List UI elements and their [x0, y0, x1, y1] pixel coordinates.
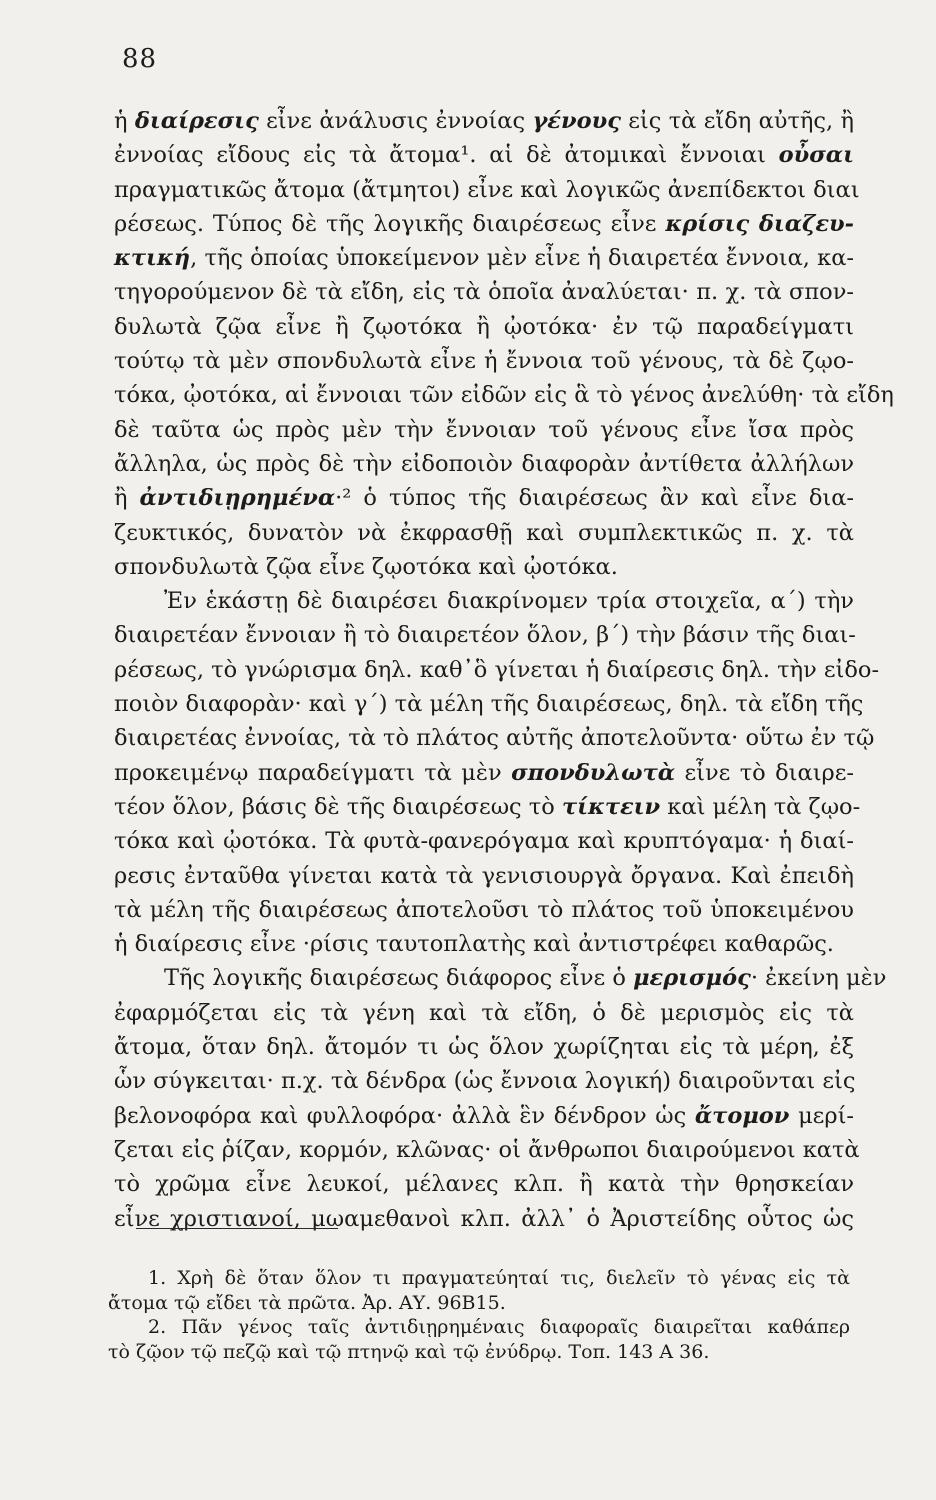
text-run: τὸ ζῷον τῷ πεζῷ καὶ τῷ πτηνῷ καὶ τῷ ἐνύδρῳ. Τοπ. 143 Α 36.: [108, 1340, 710, 1363]
text-run: ἄτομα, ὅταν δηλ. ἄτομόν τι ὡς ὅλον χωρίζηται εἰς τὰ μέρη, ἐξ: [114, 1034, 854, 1061]
text-line: [114, 1202, 854, 1236]
footnotes: [108, 1266, 850, 1364]
text-run: δὲ ταῦτα ὡς πρὸς μὲν τὴν ἔννοιαν τοῦ γένους εἶνε ἴσα πρὸς: [114, 416, 854, 443]
emphasized-term: διαίρεσις: [134, 108, 259, 134]
text-run: τὸ χρῶμα εἶνε λευκοί, μέλανες κλπ. ἢ κατὰ τὴν θρησκείαν: [114, 1171, 854, 1198]
text-run: τὰ μέλη τῆς διαιρέσεως ἀποτελοῦσι τὸ πλάτος τοῦ ὑποκειμένου: [114, 896, 854, 923]
text-line: [114, 481, 854, 515]
text-run: ἡ: [114, 108, 135, 134]
text-run: τούτῳ τὰ μὲν σπονδυλωτὰ εἶνε ἡ ἔννοια τοῦ γένους, τὰ δὲ ζῳο-: [114, 348, 854, 375]
emphasized-term: τίκτειν: [561, 793, 661, 820]
text-line: [114, 275, 854, 309]
text-line: [114, 961, 887, 995]
body-text: [114, 104, 894, 1236]
text-line: [114, 138, 854, 172]
text-line: [114, 756, 854, 790]
text-line: [114, 413, 854, 447]
text-run: ·² ὁ τύπος τῆς διαιρέσεως ἂν καὶ εἶνε δια-: [335, 485, 854, 512]
text-line: [114, 1167, 854, 1201]
text-run: εἶνε χριστιανοί, μωαμεθανοὶ κλπ. ἀλλ᾽ ὁ Ἀριστείδης οὗτος ὡς: [114, 1205, 854, 1232]
text-line: [114, 721, 875, 755]
text-line: [114, 173, 860, 207]
text-line: [114, 1099, 854, 1133]
text-run: 1. Χρὴ δὲ ὅταν ὅλον τι πραγματεύηταί τις, διελεῖν τὸ γένας εἰς τὰ: [148, 1267, 850, 1289]
text-run: ρεσις ἐνταῦθα γίνεται κατὰ τὰ γενισιουργὰ ὄργανα. Καὶ ἐπειδὴ: [114, 862, 854, 889]
footnote-divider: [136, 1228, 338, 1229]
emphasized-term: κτική: [114, 245, 191, 272]
emphasized-term: σπονδυλωτὰ: [511, 759, 676, 786]
text-line: [114, 550, 854, 584]
emphasized-term: γένους: [532, 108, 621, 134]
text-line: [114, 893, 854, 927]
text-run: διαιρετέαν ἔννοιαν ἢ τὸ διαιρετέον ὅλον, β΄) τὴν βάσιν τῆς διαι-: [114, 622, 856, 649]
text-line: [114, 1064, 854, 1098]
text-line: [114, 584, 854, 618]
text-run: ἢ: [114, 485, 140, 512]
text-run: Ἐν ἑκάστῃ δὲ διαιρέσει διακρίνομεν τρία στοιχεῖα, α΄) τὴν: [164, 588, 854, 615]
text-line: [114, 790, 861, 824]
text-run: πραγματικῶς ἄτομα (ἄτμητοι) εἶνε καὶ λογικῶς ἀνεπίδεκτοι διαι: [114, 176, 860, 203]
text-line: [114, 687, 864, 721]
text-line: [114, 104, 854, 138]
text-run: ζευκτικός, δυνατὸν νὰ ἐκφρασθῇ καὶ συμπλεκτικῶς π. χ. τὰ: [114, 519, 854, 546]
emphasized-term: κρίσις διαζευ-: [665, 210, 854, 237]
text-line: [114, 207, 854, 241]
text-run: , τῆς ὁποίας ὑποκείμενον μὲν εἶνε ἡ διαιρετέα ἔννοια, κα-: [190, 245, 854, 272]
footnote-line: [108, 1340, 850, 1365]
text-run: ποιὸν διαφορὰν· καὶ γ΄) τὰ μέλη τῆς διαιρέσεως, δηλ. τὰ εἴδη τῆς: [114, 691, 864, 718]
text-run: ρέσεως. Τύπος δὲ τῆς λογικῆς διαιρέσεως εἶνε: [114, 210, 666, 237]
footnote-line: [108, 1291, 850, 1316]
text-run: ἄλληλα, ὡς πρὸς δὲ τὴν εἰδοποιὸν διαφορὰν ἀντίθετα ἀλλήλων: [114, 450, 854, 477]
text-line: [114, 378, 894, 412]
footnote-line: [108, 1266, 850, 1291]
text-run: Τῆς λογικῆς διαιρέσεως διάφορος εἶνε ὁ: [164, 965, 634, 992]
text-run: · ἐκείνη μὲν: [750, 965, 887, 992]
text-line: [114, 344, 854, 378]
emphasized-term: μερισμός: [633, 965, 751, 992]
text-run: ρέσεως, τὸ γνώρισμα δηλ. καθ᾽ὃ γίνεται ἡ διαίρεσις δηλ. τὴν εἰδο-: [114, 656, 880, 683]
text-line: [114, 618, 854, 652]
text-run: σπονδυλωτὰ ζῷα εἶνε ζῳοτόκα καὶ ᾠοτόκα.: [114, 553, 618, 580]
text-run: τηγορούμενον δὲ τὰ εἴδη, εἰς τὰ ὁποῖα ἀναλύεται· π. χ. τὰ σπον-: [114, 279, 854, 306]
text-line: [114, 1030, 854, 1064]
text-run: 2. Πᾶν γένος ταῖς ἀντιδιῃρημέναις διαφοραῖς διαιρεῖται καθάπερ: [148, 1316, 850, 1338]
text-line: [114, 241, 854, 275]
text-run: ὧν σύγκειται· π.χ. τὰ δένδρα (ὡς ἔννοια λογική) διαιροῦνται εἰς: [114, 1068, 856, 1095]
text-run: τόκα καὶ ᾠοτόκα. Τὰ φυτὰ-φανερόγαμα καὶ κρυπτόγαμα· ἡ διαί-: [114, 828, 854, 855]
footnote-line: [108, 1315, 850, 1340]
text-run: βελονοφόρα καὶ φυλλοφόρα· ἀλλὰ ἓν δένδρον ὡς: [114, 1102, 695, 1129]
text-line: [114, 310, 854, 344]
text-run: μερί-: [789, 1102, 854, 1129]
text-line: [114, 996, 854, 1030]
text-line: [114, 859, 854, 893]
text-run: εἶνε τὸ διαιρε-: [675, 759, 854, 786]
text-run: προκειμένῳ παραδείγματι τὰ μὲν: [114, 759, 512, 786]
text-run: ζεται εἰς ῥίζαν, κορμόν, κλῶνας· οἱ ἄνθρωποι διαιρούμενοι κατὰ: [114, 1136, 860, 1163]
text-line: [114, 653, 880, 687]
text-run: εἰς τὰ εἴδη αὐτῆς, ἢ: [620, 108, 854, 134]
text-run: ἡ διαίρεσις εἶνε ·ρίσις ταυτοπλατὴς καὶ ἀντιστρέφει καθαρῶς.: [114, 931, 834, 958]
page-number: 88: [122, 44, 158, 74]
text-run: διαιρετέας ἐννοίας, τὰ τὸ πλάτος αὐτῆς ἀποτελοῦντα· οὕτω ἐν τῷ: [114, 725, 875, 752]
emphasized-term: ἀντιδιῃρημένα: [139, 485, 336, 512]
emphasized-term: ἄτομον: [694, 1102, 790, 1129]
text-run: τέον ὅλον, βάσις δὲ τῆς διαιρέσεως τὸ: [114, 793, 562, 820]
text-line: [114, 927, 854, 961]
text-run: εἶνε ἀνάλυσις ἐννοίας: [258, 108, 533, 134]
text-run: δυλωτὰ ζῷα εἶνε ἢ ζῳοτόκα ἢ ᾠοτόκα· ἐν τῷ παραδείγματι: [114, 313, 854, 340]
emphasized-term: οὖσαι: [778, 142, 854, 169]
text-run: ἐννοίας εἴδους εἰς τὰ ἄτομα¹. αἱ δὲ ἀτομικαὶ ἔννοιαι: [114, 142, 779, 169]
text-run: ἄτομα τῷ εἴδει τὰ πρῶτα. Ἀρ. ΑΥ. 96Β15.: [108, 1291, 506, 1314]
text-run: ἐφαρμόζεται εἰς τὰ γένη καὶ τὰ εἴδη, ὁ δὲ μερισμὸς εἰς τὰ: [114, 999, 854, 1026]
text-line: [114, 516, 854, 550]
text-line: [114, 1133, 860, 1167]
text-line: [114, 824, 854, 858]
text-run: τόκα, ᾠοτόκα, αἱ ἔννοιαι τῶν εἰδῶν εἰς ἃ τὸ γένος ἀνελύθη· τὰ εἴδη: [114, 382, 894, 409]
text-line: [114, 447, 854, 481]
text-run: καὶ μέλη τὰ ζῳο-: [660, 793, 861, 820]
